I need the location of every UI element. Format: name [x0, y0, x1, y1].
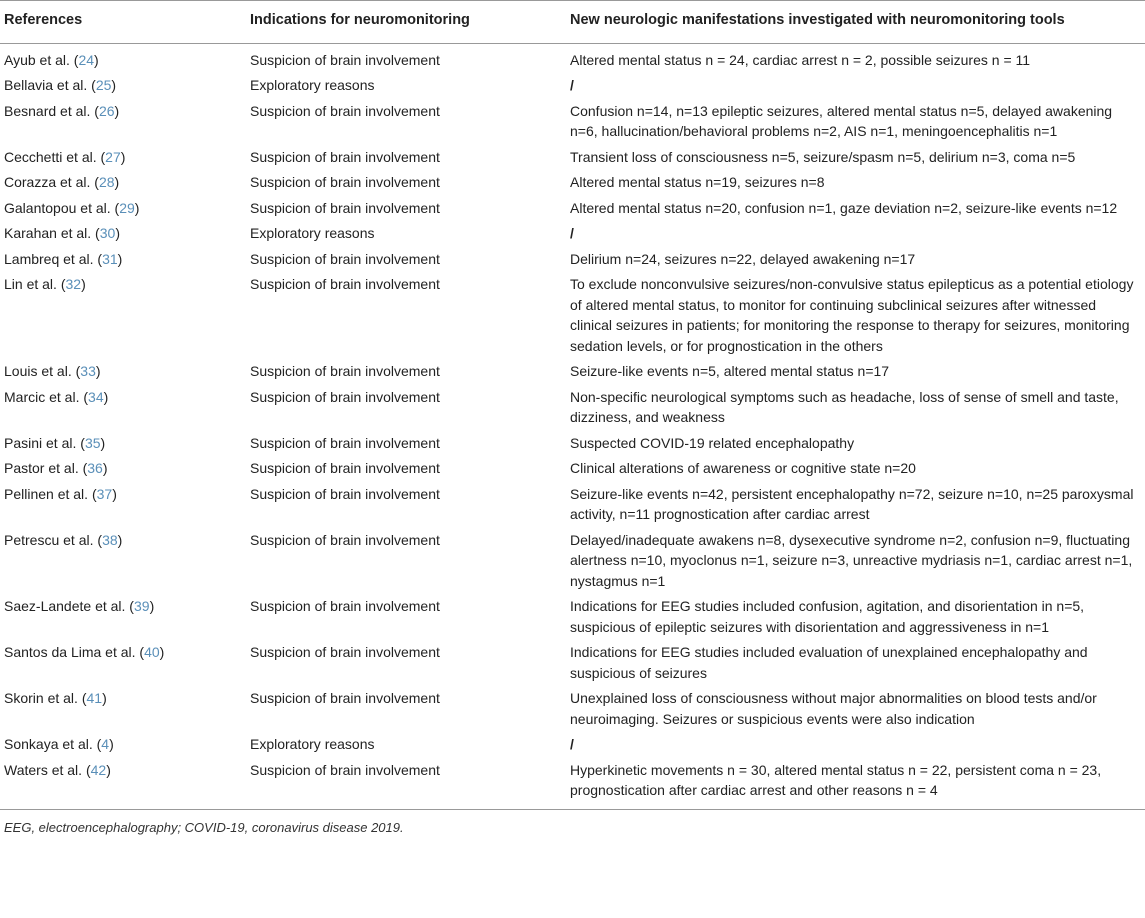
table-row	[0, 74, 1145, 100]
reference-link[interactable]: 40	[144, 644, 160, 660]
reference-cell: Pellinen et al. (37)	[4, 485, 117, 502]
indication-cell: Suspicion of brain involvement	[246, 758, 566, 809]
indication-cell: Suspicion of brain involvement	[250, 363, 440, 379]
indication-cell: Suspicion of brain involvement	[250, 434, 440, 451]
reference-cell: Marcic et al. (34)	[4, 388, 109, 405]
manifestation-cell: To exclude nonconvulsive seizures/non-convulsive status epilepticus as a potential etiology of altered mental status, to monitor for continuing subclinical seizures after witnessed clinical seizures in patients; for monitoring the response to therapy for seizures, monitoring sedation levels, or for prognostication in the others	[570, 276, 1134, 354]
reference-cell: Galantopou et al. (29)	[4, 199, 140, 216]
manifestation-cell: Altered mental status n=19, seizures n=8	[570, 174, 825, 190]
reference-link[interactable]: 42	[90, 761, 107, 778]
table-row	[0, 733, 1145, 759]
indication-cell: Suspicion of brain involvement	[250, 690, 440, 706]
manifestation-cell: Clinical alterations of awareness or cognitive state n=20	[570, 460, 916, 476]
reference-cell: Louis et al. (33)	[4, 363, 101, 379]
table-row	[0, 273, 1145, 360]
reference-cell: Lambreq et al. (31)	[4, 250, 123, 267]
reference-link[interactable]: 37	[96, 485, 113, 502]
manifestation-cell: Unexplained loss of consciousness without major abnormalities on blood tests and/or neuroimaging. Seizures or suspicious events were also indication	[570, 690, 1097, 727]
manifestation-cell: Delayed/inadequate awakens n=8, dysexecutive syndrome n=2, confusion n=9, fluctuating alertness n=10, myoclonus n=1, seizure n=3, unreactive mydriasis n=1, cardiac arrest n=1, nystagmus n=1	[570, 531, 1133, 589]
table-row	[0, 758, 1145, 809]
manifestation-cell: Delirium n=24, seizures n=22, delayed awakening n=17	[570, 250, 916, 267]
reference-link[interactable]: 32	[65, 276, 82, 292]
reference-link[interactable]: 41	[86, 690, 103, 706]
reference-cell: Skorin et al. (41)	[4, 690, 107, 706]
indication-cell: Suspicion of brain involvement	[250, 174, 440, 190]
table-row	[0, 99, 1145, 145]
reference-link[interactable]: 33	[80, 363, 96, 379]
reference-link[interactable]: 26	[98, 102, 115, 119]
indication-cell: Suspicion of brain involvement	[250, 644, 440, 660]
table-row	[0, 43, 1145, 74]
reference-cell: Lin et al. (32)	[4, 276, 86, 292]
header-indications: Indications for neuromonitoring	[246, 1, 566, 44]
reference-author: Galantopou et al.	[4, 199, 111, 216]
table-row	[0, 528, 1145, 595]
reference-author: Pastor et al.	[4, 460, 79, 476]
table-row	[0, 145, 1145, 171]
reference-author: Marcic et al.	[4, 388, 80, 405]
manifestation-cell: Altered mental status n = 24, cardiac arrest n = 2, possible seizures n = 11	[570, 51, 1031, 68]
table-row	[0, 171, 1145, 197]
table-body	[0, 43, 1145, 809]
reference-author: Sonkaya et al.	[4, 736, 93, 752]
indication-cell: Suspicion of brain involvement	[250, 460, 440, 476]
header-references: References	[0, 1, 246, 44]
manifestation-cell: Hyperkinetic movements n = 30, altered mental status n = 22, persistent coma n = 23, prognostication after cardiac arrest and other reasons n = 4	[566, 758, 1145, 809]
reference-cell: Bellavia et al. (25)	[4, 77, 117, 93]
manifestation-cell: /	[570, 225, 574, 241]
reference-link[interactable]: 35	[84, 434, 101, 451]
indication-cell: Suspicion of brain involvement	[250, 199, 440, 216]
reference-author: Saez-Landete et al.	[4, 598, 126, 614]
manifestation-cell: Indications for EEG studies included evaluation of unexplained encephalopathy and suspicious of seizures	[570, 644, 1088, 681]
reference-author: Bellavia et al.	[4, 77, 88, 93]
reference-author: Pellinen et al.	[4, 485, 89, 502]
reference-link[interactable]: 38	[102, 531, 118, 548]
manifestation-cell: Non-specific neurological symptoms such as headache, loss of sense of smell and taste, dizziness, and weakness	[570, 388, 1119, 425]
manifestation-cell: Seizure-like events n=42, persistent encephalopathy n=72, seizure n=10, n=25 paroxysmal activity, n=11 prognostication after cardiac arrest	[570, 485, 1134, 522]
table-row	[0, 595, 1145, 641]
indication-cell: Exploratory reasons	[250, 225, 375, 241]
indication-cell: Suspicion of brain involvement	[250, 250, 440, 267]
header-row	[0, 1, 1145, 44]
reference-author: Petrescu et al.	[4, 531, 94, 548]
reference-cell: Pasini et al. (35)	[4, 434, 106, 451]
manifestation-cell: Seizure-like events n=5, altered mental status n=17	[570, 363, 890, 379]
manifestation-cell: /	[570, 77, 574, 93]
indication-cell: Exploratory reasons	[250, 736, 375, 752]
table-footnote: EEG, electroencephalography; COVID-19, coronavirus disease 2019.	[4, 819, 404, 835]
indication-cell: Suspicion of brain involvement	[250, 276, 440, 292]
reference-author: Cecchetti et al.	[4, 148, 97, 165]
reference-cell: Waters et al. (42)	[0, 758, 246, 809]
manifestation-cell: Suspected COVID-19 related encephalopathy	[570, 434, 855, 451]
table-row	[0, 385, 1145, 431]
table-row	[0, 482, 1145, 528]
reference-author: Lin et al.	[4, 276, 57, 292]
table-row	[0, 360, 1145, 386]
reference-link[interactable]: 28	[98, 174, 115, 190]
indication-cell: Exploratory reasons	[250, 77, 375, 93]
reference-cell: Sonkaya et al. (4)	[4, 736, 114, 752]
reference-link[interactable]: 27	[105, 148, 121, 165]
reference-cell: Cecchetti et al. (27)	[4, 148, 126, 165]
reference-cell: Pastor et al. (36)	[4, 460, 108, 476]
table-row	[0, 687, 1145, 733]
reference-author: Santos da Lima et al.	[4, 644, 136, 660]
manifestation-cell: Transient loss of consciousness n=5, seizure/spasm n=5, delirium n=3, coma n=5	[570, 148, 1076, 165]
table-header	[0, 1, 1145, 44]
table-row	[0, 222, 1145, 248]
reference-cell: Besnard et al. (26)	[4, 102, 120, 119]
table-row	[0, 196, 1145, 222]
indication-cell: Suspicion of brain involvement	[250, 148, 440, 165]
reference-link[interactable]: 30	[99, 225, 116, 241]
reference-author: Waters et al.	[4, 761, 83, 778]
reference-cell: Petrescu et al. (38)	[4, 531, 123, 548]
reference-author: Louis et al.	[4, 363, 72, 379]
reference-author: Karahan et al.	[4, 225, 92, 241]
indication-cell: Suspicion of brain involvement	[250, 598, 440, 614]
indication-cell: Suspicion of brain involvement	[250, 485, 440, 502]
manifestation-cell: Altered mental status n=20, confusion n=1, gaze deviation n=2, seizure-like events n=12	[570, 199, 1118, 216]
reference-link[interactable]: 25	[95, 77, 112, 93]
reference-author: Lambreq et al.	[4, 250, 94, 267]
indication-cell: Suspicion of brain involvement	[250, 51, 440, 68]
reference-link[interactable]: 39	[133, 598, 150, 614]
reference-author: Pasini et al.	[4, 434, 77, 451]
table-row	[0, 457, 1145, 483]
manifestation-cell: Indications for EEG studies included confusion, agitation, and disorientation in n=5, suspicious of epileptic seizures with disorientation and aggressiveness in n=1	[570, 598, 1085, 635]
indication-cell: Suspicion of brain involvement	[250, 531, 440, 548]
manifestation-cell: /	[570, 736, 574, 752]
indication-cell: Suspicion of brain involvement	[250, 102, 440, 119]
reference-link[interactable]: 31	[102, 250, 118, 267]
table-row	[0, 641, 1145, 687]
header-manifestations: New neurologic manifestations investigated with neuromonitoring tools	[566, 1, 1145, 44]
reference-cell: Santos da Lima et al. (40)	[4, 644, 165, 660]
reference-author: Skorin et al.	[4, 690, 78, 706]
reference-author: Corazza et al.	[4, 174, 91, 190]
indication-cell: Suspicion of brain involvement	[250, 388, 440, 405]
reference-author: Ayub et al.	[4, 51, 70, 68]
reference-cell: Saez-Landete et al. (39)	[4, 598, 155, 614]
reference-cell: Corazza et al. (28)	[4, 174, 120, 190]
reference-cell: Karahan et al. (30)	[4, 225, 120, 241]
manifestation-cell: Confusion n=14, n=13 epileptic seizures, altered mental status n=5, delayed awakening n=6, hallucination/behavioral problems n=2, AIS n=1, meningoencephalitis n=1	[570, 102, 1113, 139]
reference-author: Besnard et al.	[4, 102, 91, 119]
reference-link[interactable]: 4	[101, 736, 110, 752]
reference-link[interactable]: 34	[88, 388, 104, 405]
reference-link[interactable]: 29	[119, 199, 135, 216]
table-row	[0, 431, 1145, 457]
reference-link[interactable]: 24	[78, 51, 95, 68]
table-row	[0, 247, 1145, 273]
reference-link[interactable]: 36	[87, 460, 103, 476]
reference-cell: Ayub et al. (24)	[4, 51, 99, 68]
